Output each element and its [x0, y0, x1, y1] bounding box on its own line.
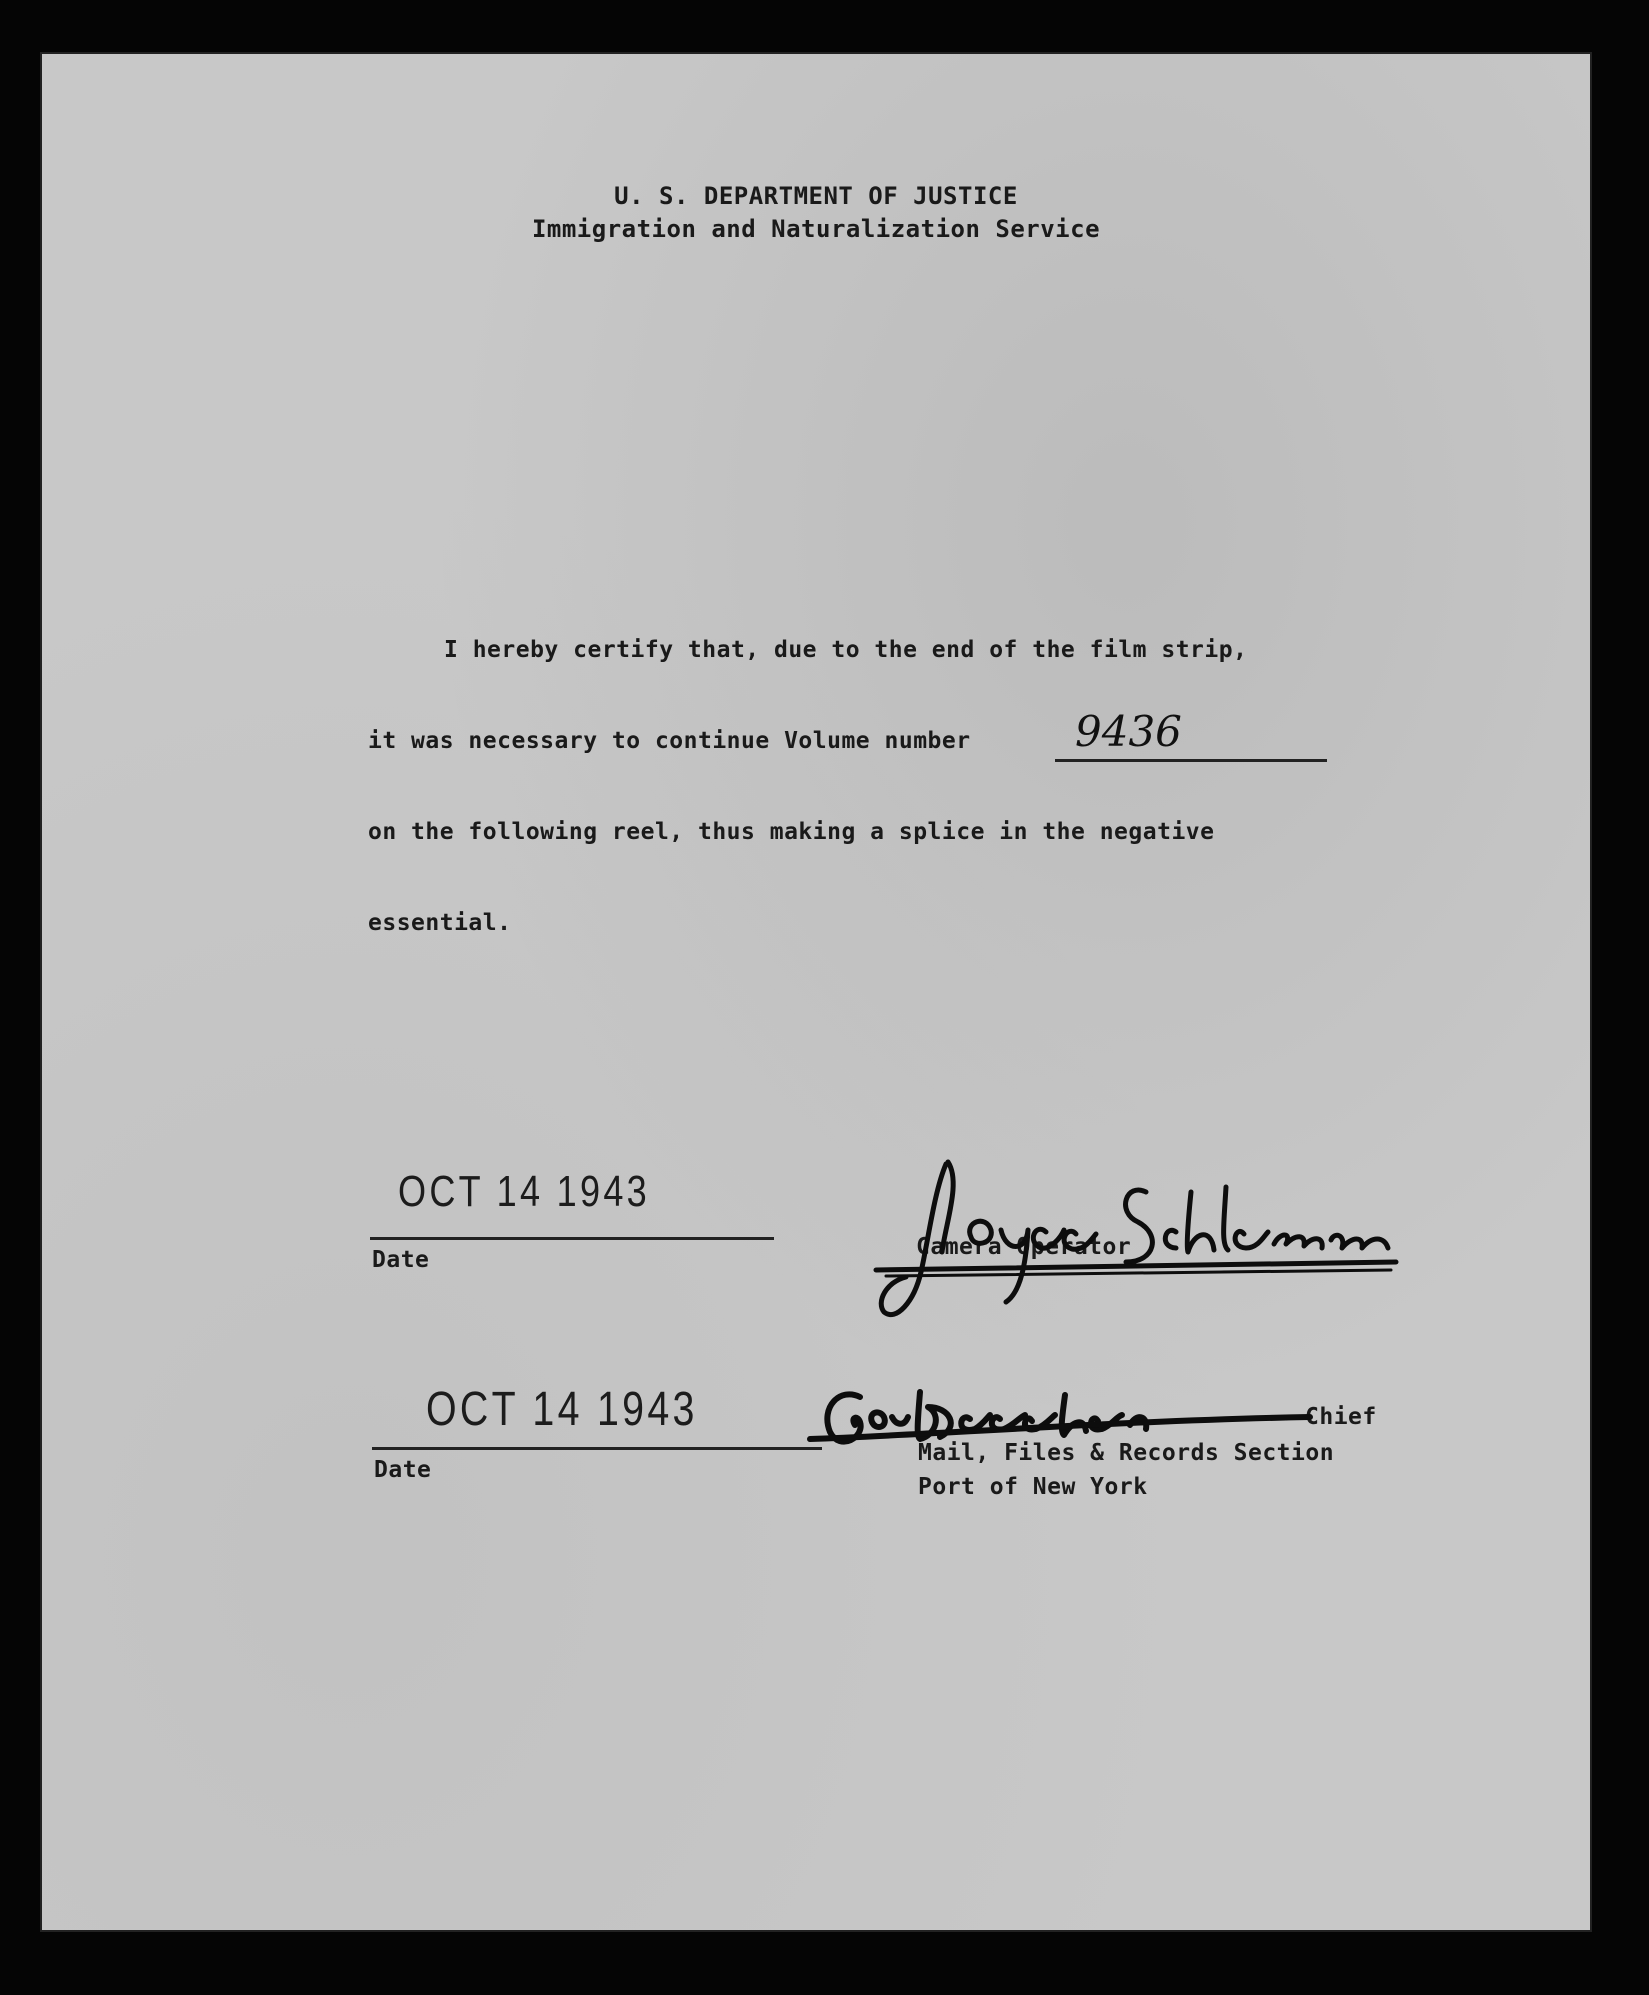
date-stamp-1: OCT 14 1943: [398, 1167, 651, 1216]
certify-line-2: it was necessary to continue Volume number: [368, 728, 971, 754]
section-title: Mail, Files & Records Section: [918, 1440, 1335, 1466]
certify-line-1: I hereby certify that, due to the end of the film strip,: [444, 637, 1248, 663]
camera-operator-signature: [876, 1152, 1396, 1352]
chief-signature: [810, 1377, 1330, 1467]
document-sheet: [40, 52, 1592, 1932]
date-line-2: [372, 1447, 822, 1450]
date-stamp-2: OCT 14 1943: [426, 1383, 698, 1436]
header-department: U. S. DEPARTMENT OF JUSTICE: [614, 182, 1018, 210]
certify-line-3: on the following reel, thus making a splice in the negative: [368, 819, 1215, 845]
volume-number-handwritten: 9436: [1075, 707, 1182, 756]
port-title: Port of New York: [918, 1474, 1148, 1500]
date-line-1: [370, 1237, 774, 1240]
volume-number-underline: [1055, 759, 1327, 762]
header-service: Immigration and Naturalization Service: [531, 215, 1101, 243]
certify-line-4: essential.: [368, 910, 512, 936]
chief-title: Chief: [1305, 1404, 1377, 1430]
date-label-1: Date: [372, 1247, 430, 1273]
date-label-2: Date: [374, 1457, 432, 1483]
camera-operator-title: Camera Operator: [916, 1234, 1132, 1260]
